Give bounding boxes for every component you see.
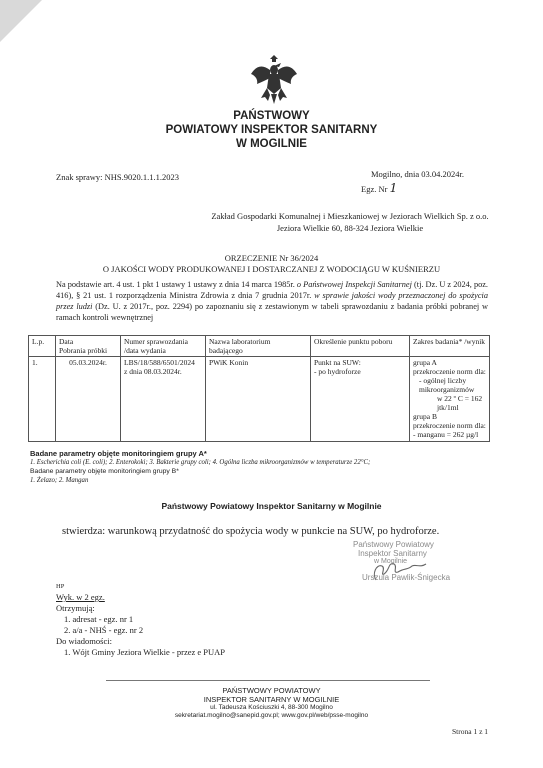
header-line-2: POWIATOWY INSPEKTOR SANITARNY [165, 124, 378, 136]
cell-report-number: LBS/18/588/6501/2024 [124, 358, 195, 367]
addressee-line-2: Jeziora Wielkie 60, 88-324 Jeziora Wielkie [276, 223, 424, 233]
decision-statement: stwierdza: warunkową przydatność do spożycia wody w punkcie na SUW, po hydroforze. [62, 526, 440, 537]
for-information-1: 1. Wójt Gminy Jeziora Wielkie - przez e PUAP [64, 647, 226, 657]
header-sampling-point: Określenie punktu poboru [311, 336, 410, 357]
group-a-title: Badane parametry objęte monitoringiem grupy A* [30, 449, 207, 458]
page-corner-fold [0, 0, 42, 42]
stamp-line-2: Inspektor Sanitarny [358, 549, 427, 558]
header-report-line-2: /data wydania [124, 346, 166, 355]
header-lp: L.p. [29, 336, 56, 357]
cell-lp: 1. [29, 357, 56, 442]
legal-basis-regulation-title: w sprawie jakości wody przeznaczonej do spożycia przez ludzi [56, 291, 489, 311]
group-b-list: 1. Żelazo; 2. Mangan [30, 477, 89, 484]
header-lab-line-2: badającego [209, 346, 243, 355]
authority-name: Państwowy Powiatowy Inspektor Sanitarny w Mogilnie [161, 501, 382, 511]
cell-sampling-point-line-1: Punkt na SUW: [314, 358, 361, 367]
header-sample-date [56, 336, 121, 357]
header-line-1: PAŃSTWOWY [233, 110, 310, 122]
legal-basis-act-title: o Państwowej Inspekcji Sanitarnej [296, 280, 412, 289]
footer-contact: sekretariat.mogilno@sanepid.gov.pl; www.gov.pl/web/psse-mogilno [174, 712, 369, 719]
group-b-title: Badane parametry objęte monitoringiem grupy B* [30, 468, 179, 475]
copy-number [361, 181, 397, 195]
header-sample-date-line-2: Pobrania próbki [59, 346, 108, 355]
header-report-line-1: Numer sprawozdania [124, 337, 188, 346]
cell-sampling-point-line-2: - po hydroforze [314, 367, 361, 376]
header-sample-date-line-1: Data [59, 337, 74, 346]
scope-line-5: grupa B [413, 412, 437, 421]
copy-number-label: Egz. Nr [361, 184, 388, 194]
footer-line-2: INSPEKTOR SANITARNY W MOGILNIE [203, 695, 340, 704]
group-a-list: 1. Escherichia coli (E. coli); 2. Enterokoki; 3. Bakterie grupy coli; 4. Ogólna liczba mikroorganizmów w temperaturze 22°C; [30, 459, 371, 466]
polish-eagle-emblem-icon [248, 54, 300, 106]
legal-basis-text-3: (Dz. U. z 2017r., poz. 2294) po zapoznaniu się z zestawionym w tabeli sprawozdaniu z badania próbki pobranej w ramach kontroli wewnętrznej [56, 302, 488, 322]
stamp-signatory: Urszula Pawlik-Śnigecka [362, 573, 451, 582]
header-lab-line-1: Nazwa laboratorium [209, 337, 271, 346]
initials-hp: HP [56, 583, 65, 590]
recipients-title: Otrzymują: [56, 603, 95, 613]
cell-sampling-point [311, 357, 410, 442]
legal-basis-paragraph [56, 279, 488, 323]
cell-sample-date: 05.03.2024r. [56, 357, 121, 442]
case-number: Znak sprawy: NHS.9020.1.1.1.2023 [56, 172, 180, 182]
header-report [121, 336, 206, 357]
header-scope: Zakres badania* /wynik [410, 336, 490, 357]
scope-line-6: przekroczenie norm dla: [413, 421, 486, 430]
legal-basis-text-2: (tj. Dz. U z 2024, poz. 416), § 21 ust. 1 rozporządzenia Ministra Zdrowia z dnia 7 grudnia 2017r. [56, 280, 488, 300]
table-row [29, 357, 490, 442]
page-number: Strona 1 z 1 [452, 727, 489, 736]
copy-number-handwritten: 1 [389, 181, 398, 195]
footer-divider [106, 680, 430, 681]
footer-line-1: PAŃSTWOWY POWIATOWY [222, 686, 321, 695]
cell-lab: PWiK Konin [206, 357, 311, 442]
header-lab [206, 336, 311, 357]
decision-title: O JAKOŚCI WODY PRODUKOWANEJ I DOSTARCZANEJ Z WODOCIĄGU W KUŚNIERZU [102, 264, 441, 274]
cell-report [121, 357, 206, 442]
scope-line-2: przekroczenie norm dla: [413, 367, 486, 376]
results-table [28, 335, 490, 442]
decision-number: ORZECZENIE Nr 36/2024 [224, 253, 319, 263]
legal-basis-text-1: Na podstawie art. 4 ust. 1 pkt 1 ustawy 1 ustawy z dnia 14 marca 1985r. [56, 280, 297, 289]
scope-line-3: - ogólnej liczby mikroorganizmów [419, 376, 475, 394]
scope-line-7: - manganu = 262 µg/l [413, 430, 479, 439]
table-header-row [29, 336, 490, 357]
for-information-title: Do wiadomości: [56, 636, 112, 646]
cell-scope [410, 357, 490, 442]
scope-line-1: grupa A [413, 358, 437, 367]
scope-line-4: w 22 º C = 162 jtk/1ml [437, 394, 483, 412]
header-line-3: W MOGILNIE [236, 138, 307, 150]
cell-report-date: z dnia 08.03.2024r. [124, 367, 182, 376]
stamp-line-3: w Mogilnie [374, 558, 408, 565]
stamp-line-1: Państwowy Powiatowy [353, 540, 434, 549]
recipient-2: 2. a/a - NHŚ - egz. nr 2 [64, 625, 144, 635]
copies-made: Wyk. w 2 egz. [56, 592, 105, 602]
recipient-1: 1. adresat - egz. nr 1 [64, 614, 134, 624]
addressee-line-1: Zakład Gospodarki Komunalnej i Mieszkaniowej w Jeziorach Wielkich Sp. z o.o. [211, 211, 489, 221]
footer-address: ul. Tadeusza Kościuszki 4, 88-300 Mogilno [210, 704, 333, 711]
place-date: Mogilno, dnia 03.04.2024r. [371, 169, 465, 179]
